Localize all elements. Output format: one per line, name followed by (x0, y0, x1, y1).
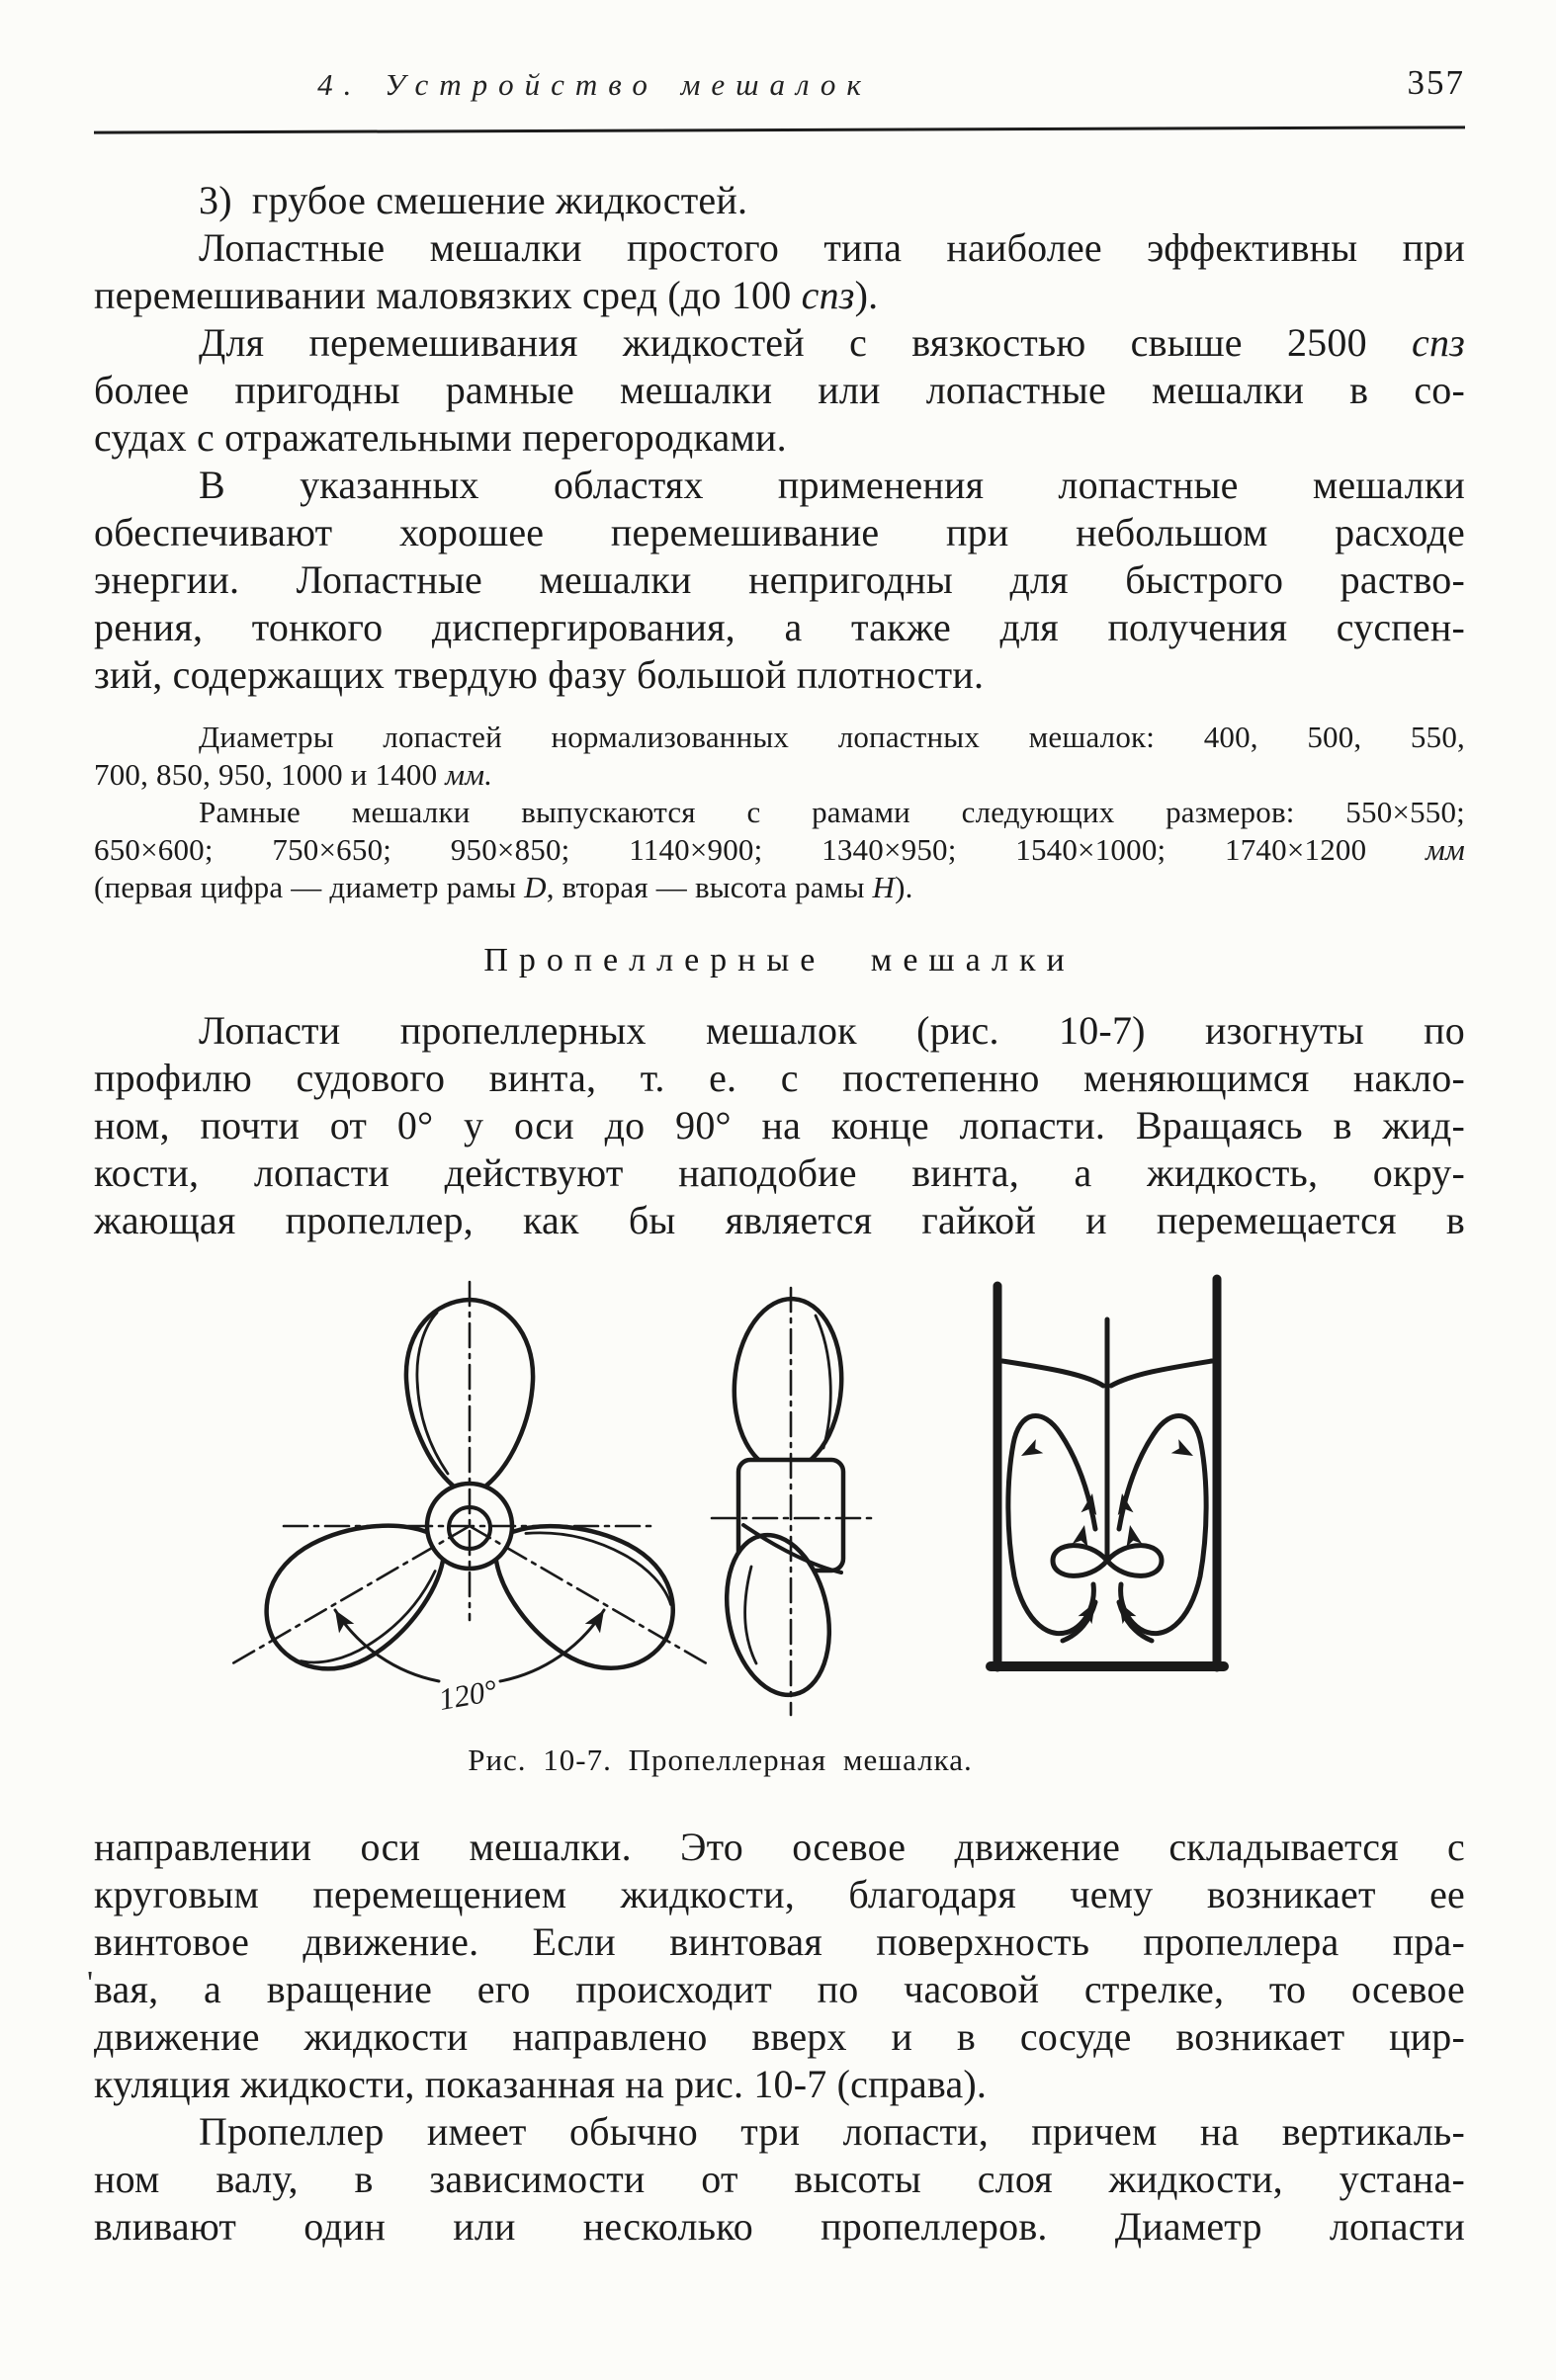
text-line: 700, 850, 950, 1000 и 1400 мм. (94, 757, 493, 792)
paragraph (94, 177, 1465, 224)
text-line: движение жидкости направлено вверх и в сосуде возникает цир- (94, 2014, 1465, 2059)
page-number: 357 (1407, 63, 1465, 102)
text-line: судах с отражательными перегородками. (94, 415, 787, 460)
text-line: ном валу, в зависимости от высоты слоя жидкости, устана- (94, 2157, 1465, 2201)
paragraph (94, 2108, 1465, 2251)
figure (94, 1274, 1465, 1729)
paragraph-small (94, 719, 1465, 794)
text-line: жающая пропеллер, как бы является гайкой и перемещается в (94, 1198, 1465, 1242)
figure-caption: Рис. 10-7. Пропеллерная мешалка. (468, 1742, 973, 1777)
text-line: Лопастные мешалки простого типа наиболее эффективны при (199, 225, 1465, 270)
text-line: кости, лопасти действуют наподобие винта, а жидкость, окру- (94, 1150, 1465, 1195)
running-title: 4. Устройство мешалок (317, 67, 872, 102)
propeller-front-view (229, 1282, 710, 1717)
text-line: Пропеллер имеет обычно три лопасти, причем на вертикаль- (199, 2109, 1465, 2154)
text-line: 650×600; 750×650; 950×850; 1140×900; 1340×950; 1540×1000; 1740×1200 мм (94, 832, 1465, 867)
paragraph (94, 319, 1465, 462)
text-line: перемешивании маловязких сред (до 100 спз). (94, 273, 879, 317)
text-line: 3) грубое смешение жидкостей. (199, 178, 748, 222)
text-line: энергии. Лопастные мешалки непригодны для быстрого раство- (94, 557, 1465, 602)
text-line: зий, содержащих твердую фазу большой плотности. (94, 652, 985, 697)
text-line: Рамные мешалки выпускаются с рамами следующих размеров: 550×550; (199, 795, 1465, 829)
circulation-loop-left (1008, 1415, 1095, 1633)
header-rule (94, 126, 1465, 133)
text-line: Для перемешивания жидкостей с вязкостью свыше 2500 спз (199, 320, 1465, 365)
paragraph (94, 224, 1465, 319)
liquid-surface (1111, 1361, 1212, 1386)
paragraph (94, 462, 1465, 699)
section-heading: Пропеллерные мешалки (483, 942, 1076, 978)
circulation-loop-right (1119, 1415, 1206, 1633)
arrowhead (1017, 1439, 1043, 1463)
text-line: обеспечивают хорошее перемешивание при небольшом расходе (94, 510, 1465, 554)
paragraph (94, 1007, 1465, 1244)
text-line: рения, тонкого диспергирования, а также для получения суспен- (94, 605, 1465, 649)
text-line: круговым перемещением жидкости, благодаря чему возникает ее (94, 1872, 1465, 1916)
text-line: ном, почти от 0° у оси до 90° на конце лопасти. Вращаясь в жид- (94, 1103, 1465, 1148)
paragraph-small (94, 794, 1465, 906)
angle-label: 120° (436, 1672, 500, 1718)
text-line: профилю судового винта, т. е. с постепенно меняющимся накло- (94, 1056, 1465, 1100)
page-header (94, 63, 1465, 103)
propeller-side-view (712, 1288, 871, 1715)
text-line: винтовое движение. Если винтовая поверхность пропеллера пра- (94, 1919, 1465, 1964)
text-line: направлении оси мешалки. Это осевое движение складывается с (94, 1825, 1465, 1869)
print-artifact: ' (87, 1965, 94, 2001)
paragraph (94, 1824, 1465, 2108)
text-line: В указанных областях применения лопастные мешалки (199, 463, 1465, 507)
text-line: вливают один или несколько пропеллеров. Диаметр лопасти (94, 2204, 1465, 2249)
arrowhead (1171, 1439, 1197, 1463)
text-line: Лопасти пропеллерных мешалок (рис. 10-7) изогнуты по (199, 1008, 1465, 1053)
text-line: (первая цифра — диаметр рамы D, вторая — высота рамы H). (94, 870, 913, 904)
text-line: Диаметры лопастей нормализованных лопастных мешалок: 400, 500, 550, (199, 720, 1465, 754)
figure-10-7-propeller-mixer (173, 1274, 1280, 1729)
liquid-surface (1002, 1361, 1103, 1386)
tank-view (991, 1279, 1224, 1667)
text-line: куляция жидкости, показанная на рис. 10-7 (справа). (94, 2062, 988, 2106)
text-line: более пригодны рамные мешалки или лопастные мешалки в со- (94, 368, 1465, 412)
text-line: вая, а вращение его происходит по часовой стрелке, то осевое (94, 1967, 1465, 2011)
